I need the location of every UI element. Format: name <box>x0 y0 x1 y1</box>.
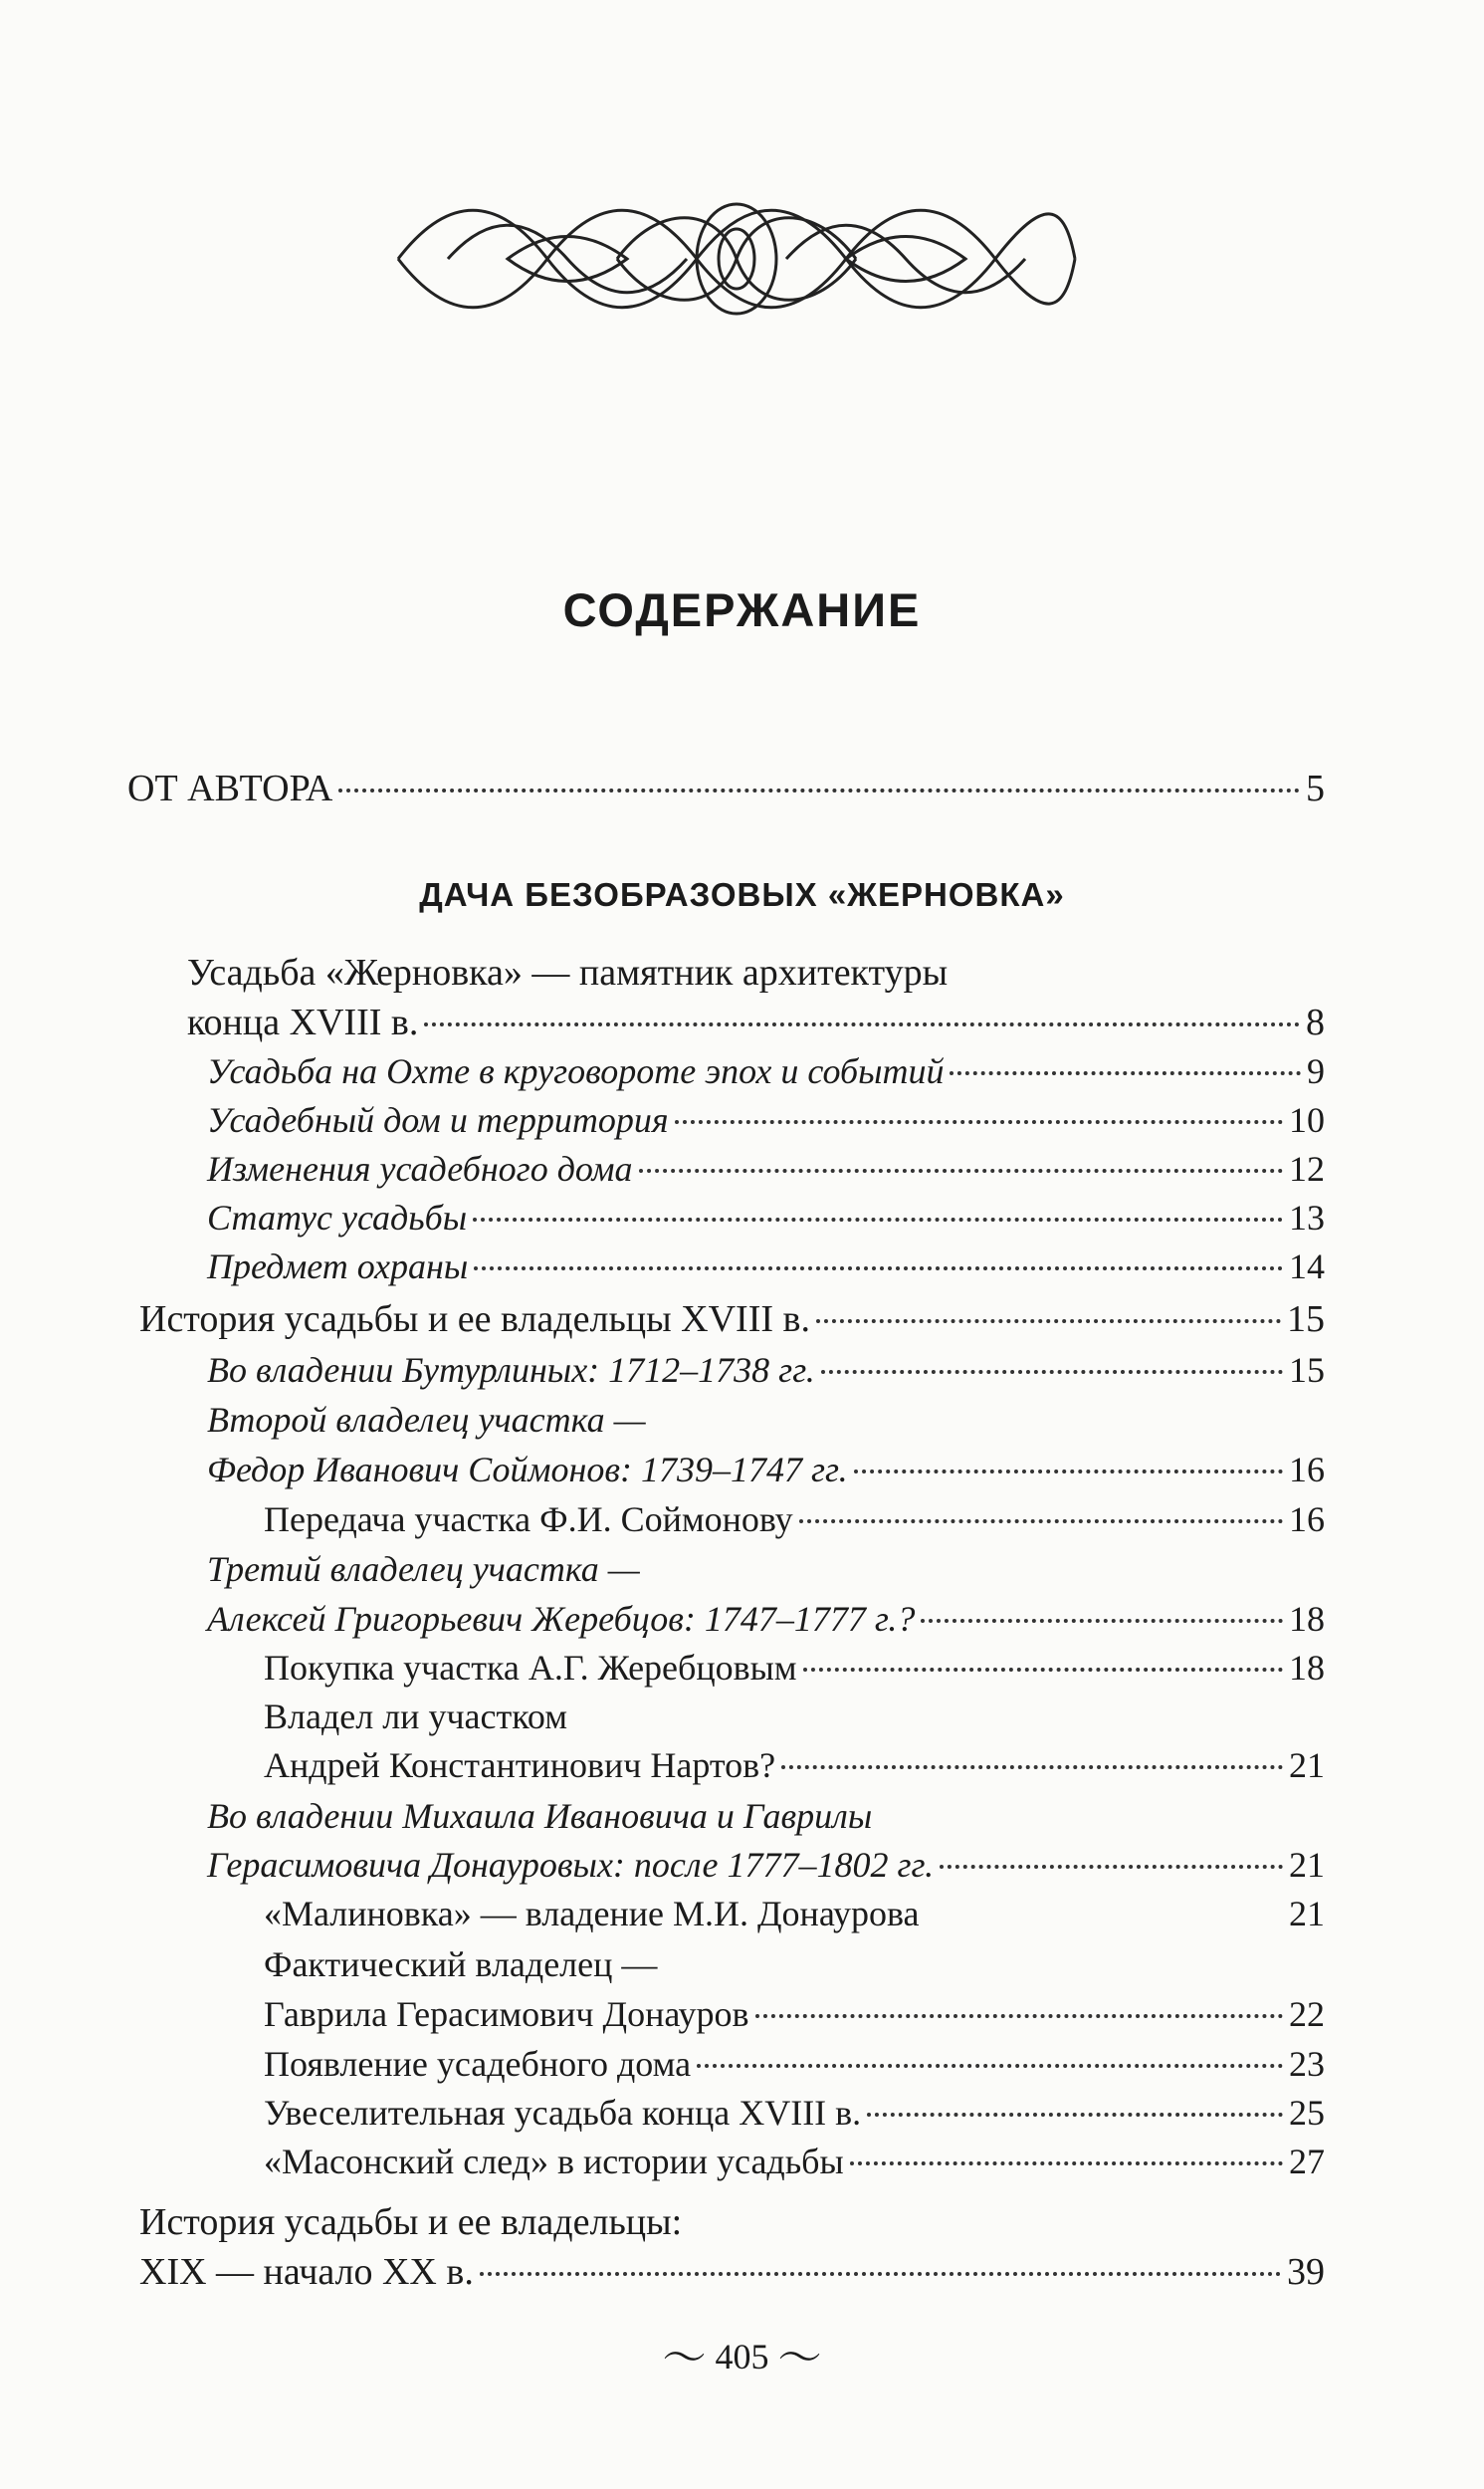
toc-entry-line: Владел ли участком <box>264 1697 567 1736</box>
toc-entry[interactable] <box>264 1744 1325 1786</box>
toc-entry-page: 18 <box>1289 1648 1325 1688</box>
toc-entry[interactable] <box>187 1001 1325 1044</box>
toc-entry[interactable] <box>207 1844 1325 1886</box>
toc-entry-page: 27 <box>1289 2142 1325 2181</box>
leader-dots <box>803 1668 1283 1672</box>
toc-entry-page: 15 <box>1287 1298 1325 1340</box>
toc-entry-label: Усадебный дом и территория <box>207 1100 669 1140</box>
leader-dots <box>821 1370 1283 1374</box>
toc-entry-label: Во владении Бутурлиных: 1712–1738 гг. <box>207 1350 815 1390</box>
toc-entry[interactable] <box>264 2141 1325 2182</box>
toc-entry-label: Появление усадебного дома <box>264 2044 692 2084</box>
page-number-value: 405 <box>715 2337 769 2376</box>
toc-entry-label: Алексей Григорьевич Жеребцов: 1747–1777 г.? <box>207 1599 916 1639</box>
toc-entry[interactable] <box>207 1449 1325 1490</box>
toc-entry[interactable] <box>207 1245 1325 1287</box>
toc-entry-label: XIX — начало XX в. <box>139 2251 474 2293</box>
toc-entry-line: История усадьбы и ее владельцы: <box>139 2201 683 2243</box>
leader-dots <box>799 1519 1283 1523</box>
toc-entry[interactable] <box>207 1050 1325 1092</box>
toc-entry[interactable] <box>207 1197 1325 1239</box>
toc-entry[interactable] <box>264 1893 1325 1934</box>
leader-dots <box>639 1169 1283 1173</box>
toc-entry-line: Фактический владелец — <box>264 1944 658 1984</box>
toc-entry-page: 16 <box>1289 1450 1325 1489</box>
leader-dots <box>474 1266 1283 1270</box>
toc-entry-line: Третий владелец участка — <box>207 1549 640 1589</box>
toc-entry-page: 21 <box>1289 1845 1325 1885</box>
toc-entry-label: Статус усадьбы <box>207 1198 468 1238</box>
toc-entry-label: «Малиновка» — владение М.И. Донаурова <box>264 1894 920 1933</box>
leader-dots <box>950 1071 1301 1075</box>
toc-entry-page: 5 <box>1306 768 1325 809</box>
toc-entry-page: 25 <box>1289 2093 1325 2133</box>
toc-entry[interactable] <box>139 1297 1325 1341</box>
toc-entry-label: ОТ АВТОРА <box>127 768 333 809</box>
toc-entry-label: Передача участка Ф.И. Соймонову <box>264 1499 793 1539</box>
toc-entry-label: Федор Иванович Соймонов: 1739–1747 гг. <box>207 1450 848 1489</box>
toc-entry-label: Покупка участка А.Г. Жеребцовым <box>264 1648 797 1688</box>
toc-entry-page: 22 <box>1289 1994 1325 2034</box>
toc-entry[interactable] <box>264 1993 1325 2035</box>
toc-entry-label: Увеселительная усадьба конца XVIII в. <box>264 2093 862 2133</box>
toc-entry[interactable] <box>264 2092 1325 2134</box>
section-heading: ДАЧА БЕЗОБРАЗОВЫХ «ЖЕРНОВКА» <box>419 876 1065 913</box>
toc-entry[interactable] <box>207 1148 1325 1190</box>
toc-entry-page: 10 <box>1289 1100 1325 1140</box>
leader-dots <box>697 2064 1283 2068</box>
leader-dots <box>781 1765 1283 1769</box>
toc-entry-label: Усадьба на Охте в круговороте эпох и событий <box>207 1051 945 1091</box>
leader-dots <box>480 2272 1281 2276</box>
leader-dots <box>940 1865 1283 1869</box>
toc-entry[interactable] <box>207 1349 1325 1391</box>
toc-entry[interactable] <box>139 2250 1325 2294</box>
swash-left-icon: 〜 <box>662 2334 707 2382</box>
leader-dots <box>850 2161 1283 2165</box>
leader-dots <box>816 1319 1281 1323</box>
page-title: СОДЕРЖАНИЕ <box>562 583 922 636</box>
toc-entry-page: 21 <box>1289 1745 1325 1785</box>
leader-dots <box>867 2113 1283 2117</box>
toc-entry-label: «Масонский след» в истории усадьбы <box>264 2142 844 2181</box>
toc-entry-page: 14 <box>1289 1246 1325 1286</box>
swash-right-icon: 〜 <box>777 2334 822 2382</box>
toc-entry-page: 8 <box>1306 1002 1325 1043</box>
toc-entry[interactable] <box>264 1498 1325 1540</box>
toc-entry-label: История усадьбы и ее владельцы XVIII в. <box>139 1298 810 1340</box>
toc-entry[interactable] <box>207 1099 1325 1141</box>
toc-entry[interactable] <box>264 1647 1325 1689</box>
toc-entry-label: Герасимовича Донауровых: после 1777–1802 гг. <box>207 1845 935 1885</box>
decorative-ornament-icon <box>388 184 1085 334</box>
toc-entry-page: 18 <box>1289 1599 1325 1639</box>
page-number <box>0 2322 1484 2385</box>
leader-dots <box>675 1120 1283 1124</box>
leader-dots <box>338 789 1300 792</box>
toc-entry-label: Изменения усадебного дома <box>207 1149 633 1189</box>
toc-entry-page: 13 <box>1289 1198 1325 1238</box>
toc-entry-line: Во владении Михаила Ивановича и Гаврилы <box>207 1796 873 1836</box>
toc-entry-page: 15 <box>1289 1350 1325 1390</box>
toc-entry[interactable] <box>207 1598 1325 1640</box>
leader-dots <box>755 2014 1284 2018</box>
leader-dots <box>473 1218 1283 1222</box>
toc-entry-page: 23 <box>1289 2044 1325 2084</box>
toc-entry[interactable] <box>264 2043 1325 2085</box>
toc-entry-page: 16 <box>1289 1499 1325 1539</box>
toc-entry-page: 39 <box>1287 2251 1325 2293</box>
toc-entry-line: Второй владелец участка — <box>207 1400 646 1440</box>
toc-entry-page: 12 <box>1289 1149 1325 1189</box>
toc-entry-label: Предмет охраны <box>207 1246 469 1286</box>
toc-entry-page: 9 <box>1307 1051 1325 1091</box>
leader-dots <box>424 1022 1300 1026</box>
toc-entry-label: Гаврила Герасимович Донауров <box>264 1994 749 2034</box>
toc-entry-page: 21 <box>1289 1894 1325 1933</box>
leader-dots <box>921 1619 1283 1623</box>
toc-entry-label: Андрей Константинович Нартов? <box>264 1745 776 1785</box>
toc-entry-line: Усадьба «Жерновка» — памятник архитектуры <box>187 952 949 994</box>
toc-entry-label: конца XVIII в. <box>187 1002 419 1043</box>
leader-dots <box>854 1470 1283 1473</box>
toc-entry[interactable] <box>127 767 1325 810</box>
